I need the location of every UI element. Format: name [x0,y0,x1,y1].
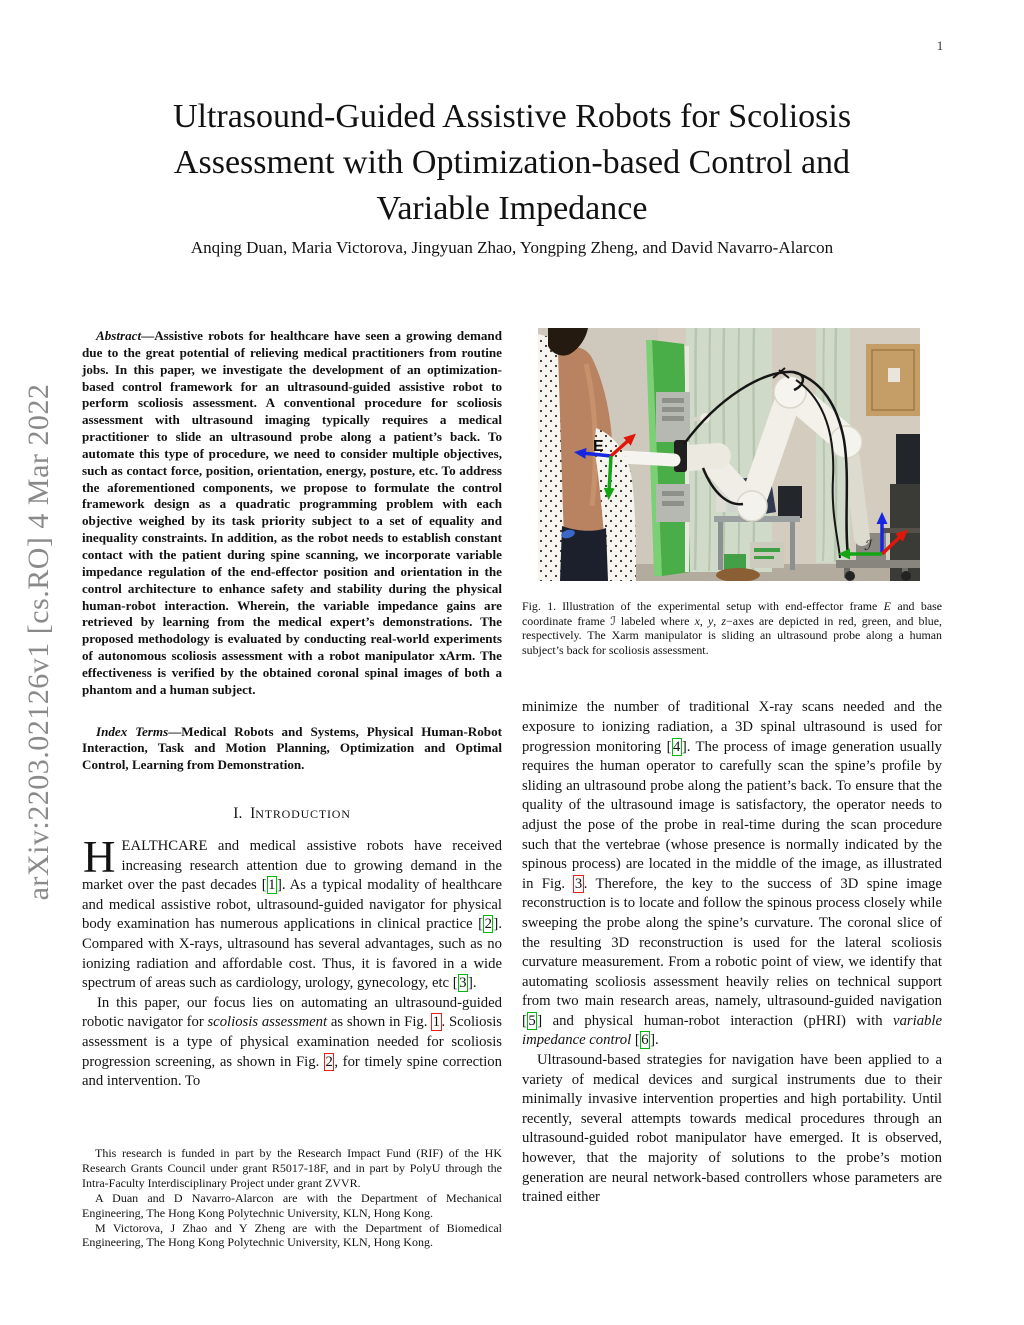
text-segment: as shown in Fig. [327,1014,432,1031]
intro-paragraph-1 [82,832,502,994]
text-segment: Ultrasound-based strategies for navigation have been applied to a variety of medical devices and surgical instruments due to their minimally invasive intervention properties and high portability. Until recently, several attempts towards medical procedures through an ultrasound-guided robot manipulator have emerged. It is observed, however, that the majority of solutions to the probe’s motion generation are neural network-based controllers whose parameters are trained either [522,1052,942,1206]
body-paragraph-continuation [522,698,942,1051]
text-segment: E [883,599,891,613]
citation-link[interactable]: 2 [484,916,492,933]
text-segment: , [713,613,722,628]
section-heading-introduction [82,805,502,823]
text-segment: x [694,613,700,628]
affiliation-footnote-2: M Victorova, J Zhao and Y Zheng are with the Department of Biomedical Engineering, The Hong Kong Polytechnic University, KLN, Hong Kong. [82,1220,502,1250]
page-number: 1 [936,38,944,53]
affiliation-footnote-1: A Duan and D Navarro-Alarcon are with the Department of Mechanical Engineering, The Hong Kong Polytechnic University, KLN, Hong Kong. [82,1190,502,1220]
text-segment: −axes are depicted in red, green, and blue, respectively. The Xarm manipulator is sliding an ultrasound probe along a human subject’s back for scoliosis assessment. [522,613,942,657]
e-y-axis-green [609,456,611,492]
index-terms-label: Index Terms [96,723,169,739]
figure-ref-link[interactable]: 2 [325,1053,333,1070]
paper-title [62,94,962,232]
text-segment: ]. Compared with X-rays, ultrasound has several advantages, such as no ionizing radiation and affordable cost. Thus, it is favored in a wide spectrum of areas such as cardiology, urology, gynecology, etc [ [82,916,502,992]
abstract-text: —Assistive robots for healthcare have seen a growing demand due to the great potential of relieving medical practitioners from routine jobs. In this paper, we investigate the development of an optimization-based control framework for an ultrasound-guided assistive robot to perform scoliosis assessment. A conventional procedure for scoliosis assessment with ultrasound imaging typically requires a medical practitioner to slide an ultrasound probe along a patient’s back. To automate this type of procedure, we need to consider multiple objectives, such as contact force, position, orientation, energy, posture, etc. To address the aforementioned components, we propose to formulate the control framework design as a quadratic programming problem with each objective weighed by its task priority subject to a set of equality and inequality constraints. In addition, as the robot needs to establish constant contact with the patient during spine scanning, we incorporate variable impedance regulation of the end-effector position and orientation in the control architecture to enhance safety and stability during the physical human-robot interaction. Wherein, the variable impedance gains are retrieved by learning from the medical expert’s demonstrations. The proposed methodology is evaluated by conducting real-world experiments of autonomous scoliosis assessment with a robot manipulator xArm. The effectiveness is verified by the obtained coronal spinal images of both a phantom and a human subject. [82,328,502,697]
text-segment: ] and physical human-robot interaction (pHRI) with [537,1012,894,1029]
text-segment: , [699,613,708,628]
citation-link[interactable]: 4 [673,738,681,755]
text-segment: . Therefore, the key to the success of 3D spine image reconstruction is to locate and follow the spinous process closely while sweeping the probe along the spine’s curvature. The coronal slice of the resulting 3D reconstruction is used for the lateral scoliosis curvature measurement. From a robotic point of view, we identify that automating scoliosis assessment heavily relies on technical support from two main research areas, namely, ultrasound-guided navigation [ [522,875,942,1029]
intro-paragraph-2 [82,994,502,1092]
figure-ref-link[interactable]: 3 [574,875,583,892]
text-segment: ]. The process of image generation usually requires the human operator to carefully scan the spine’s profile by sliding an ultrasound probe along the patient’s back. To ensure that the quality of the ultrasound image is satisfactory, the operator needs to adjust the pose of the probe in real-time during the scan procedure such that the vertebrae (whose presence is normally indicated by the spinous process) are located in the middle of the image, as illustrated in Fig. [522,738,942,892]
abstract-paragraph [82,328,502,699]
text-segment: [ [631,1032,640,1049]
text-segment: y [707,613,714,628]
text-segment: EALTHCARE and medical assistive robots have received increasing research attention due to growing demand in the market over the past decades [ [82,838,502,894]
frame-i-label: ℐ [864,538,871,554]
abstract-label: Abstract [96,328,142,343]
text-segment: Fig. 1. Illustration of the experimental setup with end-effector frame [522,599,884,613]
text-segment: NTRODUCTION [255,807,351,822]
right-column [522,328,942,1325]
text-segment: , for timely spine correction and intervention. To [82,1053,502,1090]
frame-e-label: E [593,438,604,455]
experimental-setup-photo [538,328,920,581]
citation-link[interactable]: 1 [268,877,276,894]
text-segment: I. I [233,805,256,823]
text-segment: labeled where [615,613,695,628]
text-segment: z [721,613,726,628]
arxiv-stamp: arXiv:2203.02126v1 [cs.RO] 4 Mar 2022 [22,383,55,901]
author-list: Anqing Duan, Maria Victorova, Jingyuan Zhao, Yongping Zheng, and David Navarro-Alarcon [190,238,834,257]
text-segment: ]. [650,1032,659,1049]
right-column-text [522,698,942,1207]
citation-link[interactable]: 5 [528,1012,536,1029]
text-segment: minimize the number of traditional X-ray scans needed and the exposure to ionizing radiation, a 3D spinal ultrasound is used for progression monitoring [ [522,699,942,755]
left-column [82,328,502,1325]
citation-link[interactable]: 6 [641,1032,649,1049]
funding-footnote: This research is funded in part by the Research Impact Fund (RIF) of the HK Research Grants Council under grant R5017-18F, and in part by PolyU through the Intra-Faculty Interdisciplinary Project under grant ZVVR. [82,1146,502,1190]
text-segment: H [83,832,116,883]
title-line-2: Assessment with Optimization-based Control and [173,144,851,181]
text-segment: ℐ [610,613,616,628]
figure-1-caption [522,599,942,657]
text-segment: scoliosis assessment [207,1014,328,1031]
index-terms-paragraph [82,724,502,775]
text-segment: and base coordinate frame [522,599,943,628]
text-segment: ]. As a typical modality of healthcare and medical assistive robot, ultrasound-guided navigator for physical body examination has numerous applications in clinical practice [ [82,877,502,933]
footnote-block [82,1146,502,1250]
figure-1-photo [538,328,920,586]
title-line-3: Variable Impedance [376,190,648,227]
text-segment: variable impedance control [522,1012,942,1049]
index-terms-text: —Medical Robots and Systems, Physical Human-Robot Interaction, Task and Motion Planning, Optimization and Optimal Control, Learning from Demonstration. [82,723,502,773]
citation-link[interactable]: 3 [459,975,467,992]
title-line-1: Ultrasound-Guided Assistive Robots for Scoliosis [172,98,852,135]
ultrasound-probe [622,457,674,460]
text-segment: . Scoliosis assessment is a type of physical examination needed for scoliosis progression screening, as shown in Fig. [82,1014,502,1070]
text-segment: ]. [467,975,477,992]
body-paragraph-ultrasound-strategies [522,1051,942,1208]
text-segment: In this paper, our focus lies on automating an ultrasound-guided robotic navigator for [82,994,502,1031]
figure-ref-link[interactable]: 1 [432,1014,441,1031]
